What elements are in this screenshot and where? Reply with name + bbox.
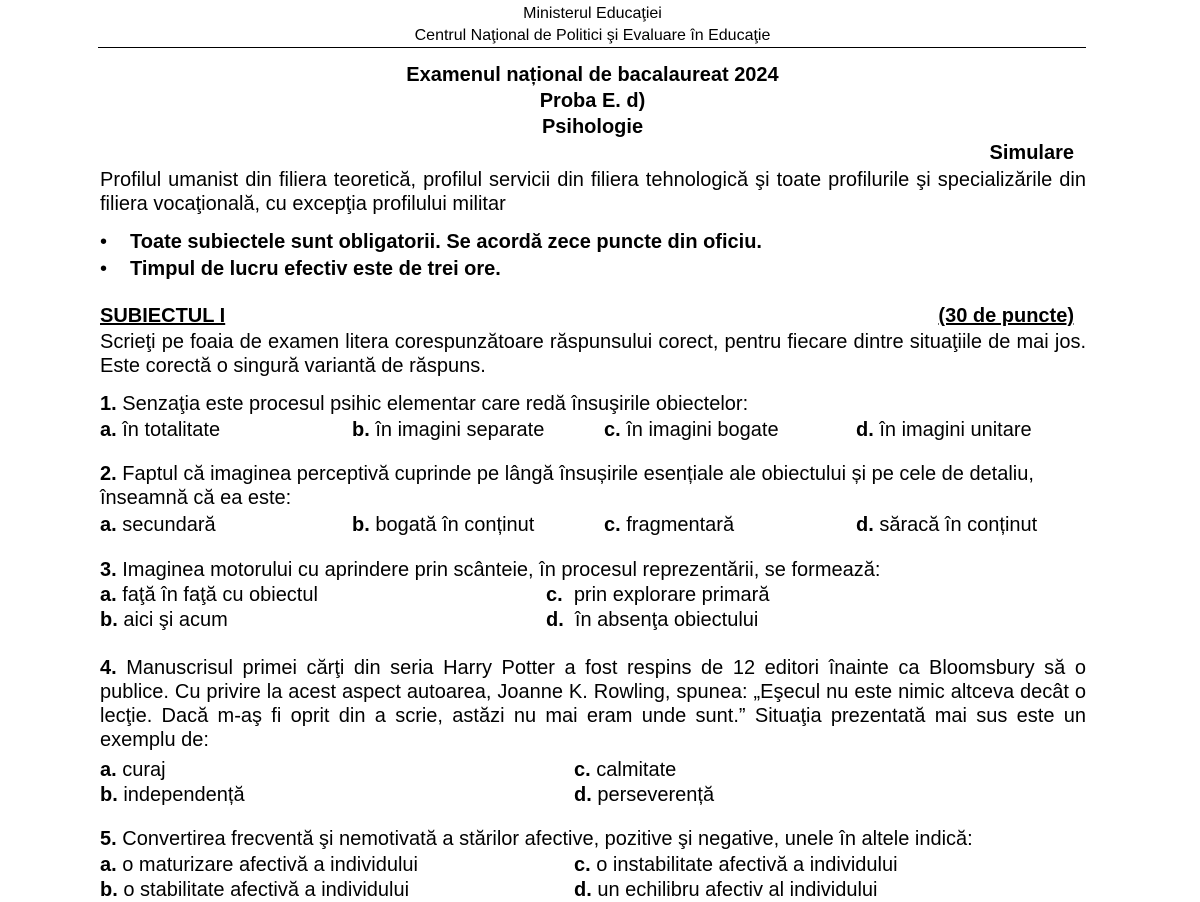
option-4a: a. curaj bbox=[100, 759, 166, 781]
option-4c: c. calmitate bbox=[574, 759, 677, 781]
option-2d: d. săracă în conținut bbox=[856, 514, 1038, 536]
option-1c: c. în imagini bogate bbox=[604, 419, 779, 441]
simulare-label: Simulare bbox=[989, 142, 1074, 164]
question-2 bbox=[100, 462, 1086, 510]
exam-proba: Proba E. d) bbox=[539, 90, 646, 112]
option-3c: c. prin explorare primară bbox=[546, 584, 770, 606]
option-1b: b. în imagini separate bbox=[352, 419, 545, 441]
option-2b: b. bogată în conținut bbox=[352, 514, 535, 536]
question-number: 1. bbox=[100, 393, 117, 415]
question-text: Convertirea frecventă şi nemotivată a stărilor afective, pozitive şi negative, unele în altele indică: bbox=[122, 828, 973, 850]
option-4b: b. independență bbox=[100, 784, 245, 806]
exam-subject: Psihologie bbox=[541, 116, 644, 138]
question-number: 5. bbox=[100, 828, 117, 850]
question-number: 2. bbox=[100, 463, 117, 485]
option-1a: a. în totalitate bbox=[100, 419, 221, 441]
bullet-marker: • bbox=[100, 258, 108, 280]
section-instructions: Scrieţi pe foaia de examen litera corespunzătoare răspunsului corect, pentru fiecare dintre situaţiile de mai jos. Este corectă o singură variantă de răspuns. bbox=[100, 331, 1086, 377]
exam-title: Examenul național de bacalaureat 2024 bbox=[406, 64, 779, 86]
option-2c: c. fragmentară bbox=[604, 514, 735, 536]
question-text: Faptul că imaginea perceptivă cuprinde pe lângă însușirile esențiale ale obiectului și pe cele de detaliu, înseamnă că ea este: bbox=[100, 463, 1034, 509]
option-5d: d. un echilibru afectiv al individului bbox=[574, 879, 878, 901]
question-text: Senzaţia este procesul psihic elementar care redă însuşirile obiectelor: bbox=[122, 393, 749, 415]
option-3d: d. în absenţa obiectului bbox=[546, 609, 759, 631]
question-4 bbox=[100, 656, 1086, 752]
option-5c: c. o instabilitate afectivă a individului bbox=[574, 854, 898, 876]
question-text: Manuscrisul primei cărţi din seria Harry Potter a fost respins de 12 editori înainte ca Bloomsbury să o publice. Cu privire la acest aspect autoarea, Joanne K. Rowling, spunea: „Eşecul nu este nimic altceva decât o lecţie. Dacă m-aş fi oprit din a scrie, astăzi nu mai eram unde sunt.” Situaţia prezentată mai sus este un exemplu de: bbox=[100, 657, 1086, 751]
section-points: (30 de puncte) bbox=[938, 305, 1074, 327]
question-number: 3. bbox=[100, 559, 117, 581]
header-divider bbox=[98, 47, 1086, 48]
question-text: Imaginea motorului cu aprindere prin scânteie, în procesul reprezentării, se formează: bbox=[122, 559, 881, 581]
option-1d: d. în imagini unitare bbox=[856, 419, 1032, 441]
center-name: Centrul Naţional de Politici şi Evaluare în Educaţie bbox=[414, 27, 771, 44]
question-5 bbox=[100, 827, 973, 851]
option-3b: b. aici şi acum bbox=[100, 609, 228, 631]
profile-text: Profilul umanist din filiera teoretică, profilul servicii din filiera tehnologică şi toate profilurile şi specializările din filiera vocaţională, cu excepţia profilului militar bbox=[100, 169, 1086, 215]
ministry-name: Ministerul Educaţiei bbox=[523, 5, 662, 22]
option-5a: a. o maturizare afectivă a individului bbox=[100, 854, 418, 876]
question-number: 4. bbox=[100, 657, 117, 679]
bullet-marker: • bbox=[100, 231, 108, 253]
bullet-item: Toate subiectele sunt obligatorii. Se acordă zece puncte din oficiu. bbox=[130, 231, 762, 253]
option-3a: a. faţă în faţă cu obiectul bbox=[100, 584, 318, 606]
question-1 bbox=[100, 392, 748, 416]
option-5b: b. o stabilitate afectivă a individului bbox=[100, 879, 410, 901]
option-4d: d. perseverență bbox=[574, 784, 715, 806]
section-title: SUBIECTUL I bbox=[100, 305, 226, 327]
question-3 bbox=[100, 558, 880, 582]
bullet-item: Timpul de lucru efectiv este de trei ore. bbox=[130, 258, 501, 280]
option-2a: a. secundară bbox=[100, 514, 216, 536]
